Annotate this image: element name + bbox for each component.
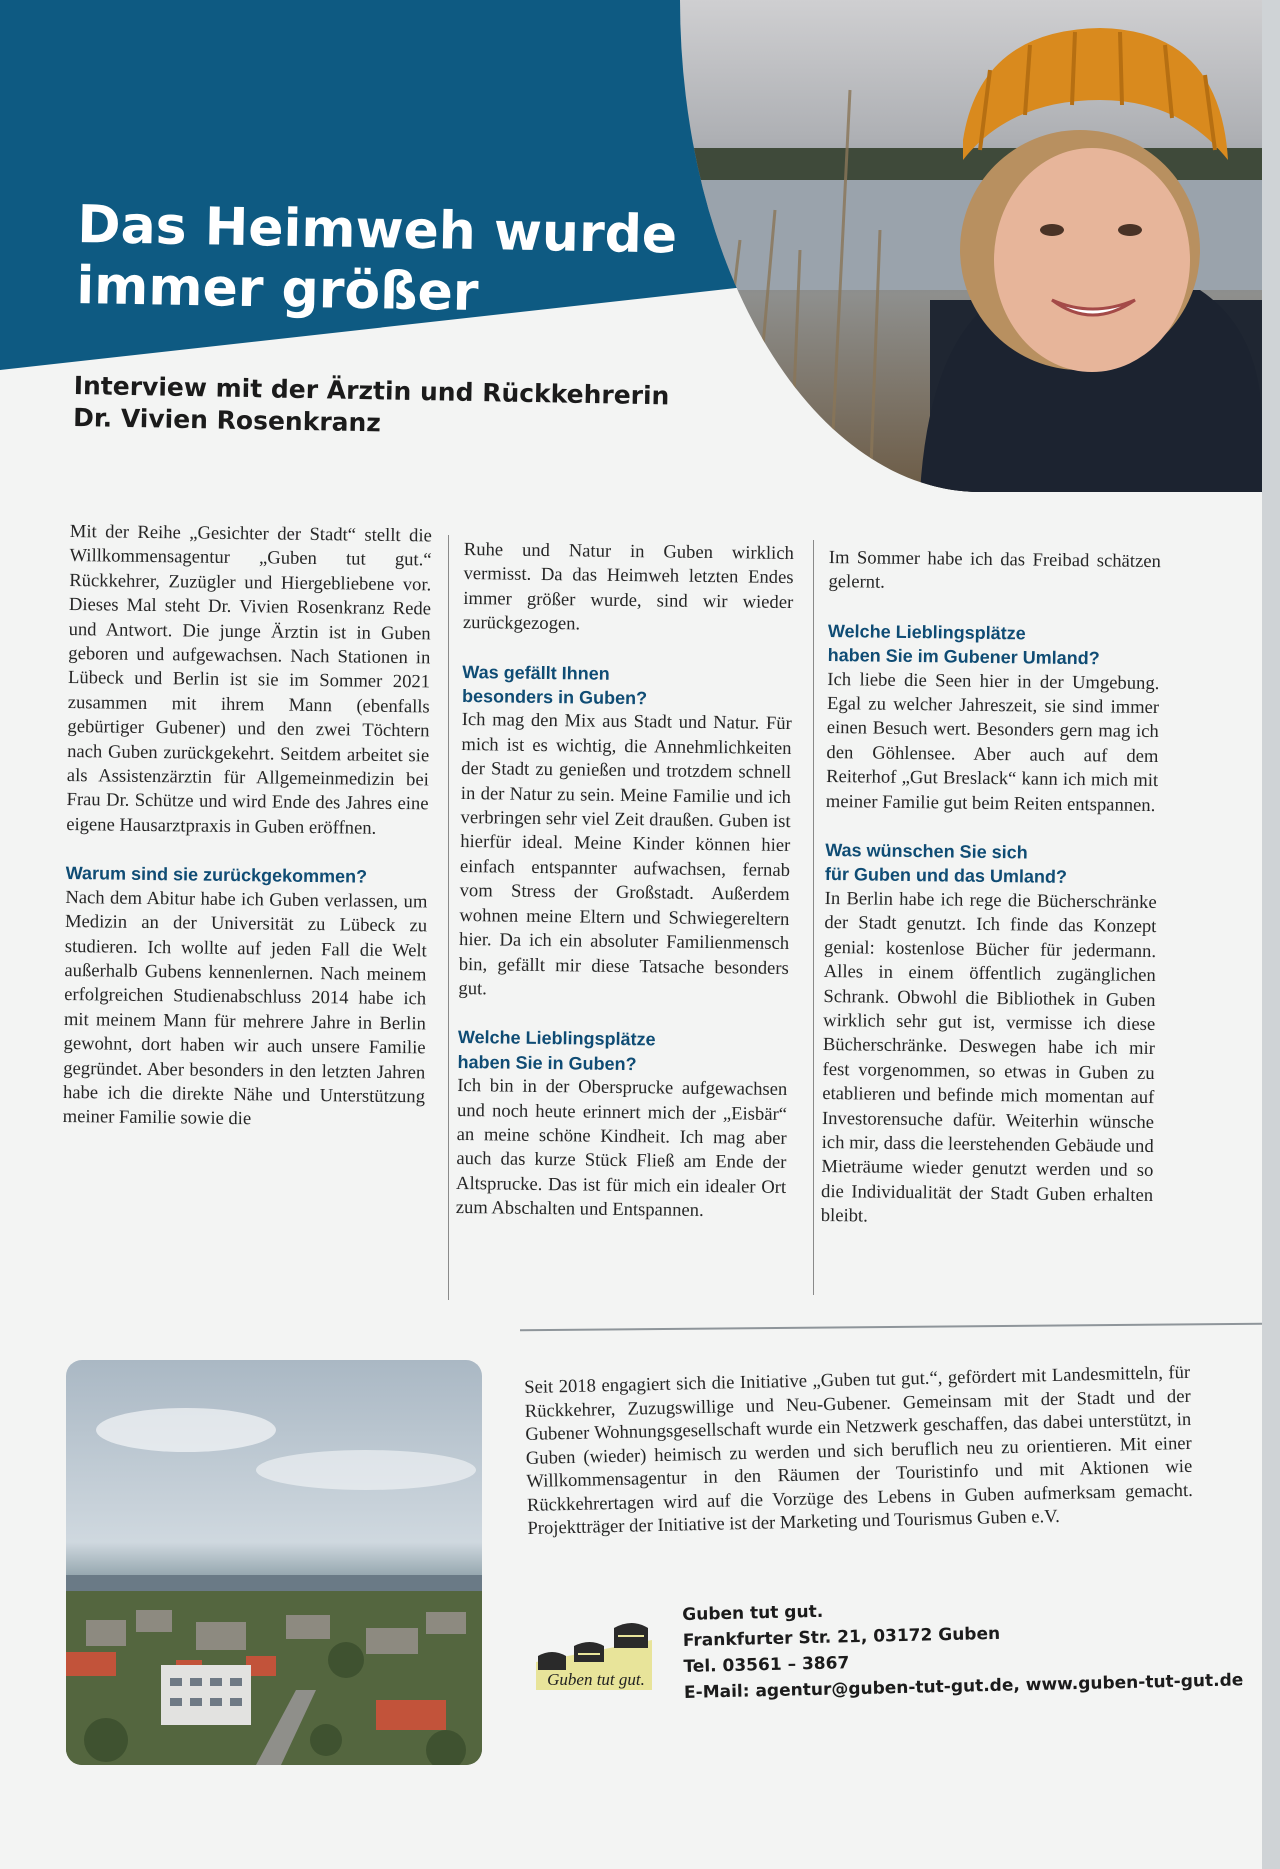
title-line-1: Das Heimweh wurde xyxy=(76,195,678,266)
answer-1-part-2: Ruhe und Natur in Guben wirklich vermisst. Da das Heimweh letzten Endes immer größer wurde, sind wir wieder zurückgezogen. xyxy=(462,538,794,635)
subtitle xyxy=(73,370,714,445)
question-5-line-1: Was wünschen Sie sich xyxy=(825,840,1028,863)
answer-4: Ich liebe die Seen hier in der Umgebung. Egal zu welcher Jahreszeit, sie sind immer einen Besuch wert. Besonders gern mag ich den Göhlensee. Aber auch auf dem Reiterhof „Gut Breslack“ kann ich mich mit meiner Familie gut beim Reiten entspannen. xyxy=(825,668,1160,816)
portrait-photo xyxy=(680,0,1262,492)
question-4 xyxy=(828,619,1161,672)
question-3-line-1: Welche Lieblingsplätze xyxy=(457,1027,656,1050)
page-title xyxy=(76,195,678,327)
email-website: E-Mail: agentur@guben-tut-gut.de, www.guben-tut-gut.de xyxy=(683,1670,1244,1703)
column-3 xyxy=(821,546,1161,1233)
subtitle-line-1: Interview mit der Ärztin und Rückkehrerin xyxy=(73,370,670,411)
question-2 xyxy=(462,660,793,713)
question-3 xyxy=(457,1025,788,1078)
question-4-line-1: Welche Lieblingsplätze xyxy=(827,620,1026,644)
guben-tut-gut-logo xyxy=(532,1600,656,1706)
column-2 xyxy=(456,538,794,1225)
question-3-line-2: haben Sie in Guben? xyxy=(457,1051,637,1074)
intro-paragraph: Mit der Reihe „Gesichter der Stadt“ stellt die Willkommensagentur „Guben tut gut.“ Rückkehrer, Zuzügler und Hiergebliebene vor. Dieses Mal steht Dr. Vivien Rosenkranz Rede und Antwort. Die junge Ärztin ist in Guben geboren und aufgewachsen. Nach Stationen in Lübeck und Berlin ist sie im Sommer 2021 zusammen mit ihrem Mann (ebenfalls gebürtiger Gubener) und den zwei Töchtern nach Guben zurückgekehrt. Seitdem arbeitet sie als Assistenzärztin für Allgemeinmedizin bei Frau Dr. Schütze und wird Ende des Jahres eine eigene Hausarztpraxis in Guben eröffnen. xyxy=(66,520,432,839)
question-2-line-1: Was gefällt Ihnen xyxy=(462,661,610,684)
city-aerial-photo xyxy=(66,1360,482,1765)
column-divider xyxy=(813,540,814,1295)
infobox-top-rule xyxy=(520,1323,1262,1331)
column-1 xyxy=(63,520,432,1134)
city-illustration xyxy=(66,1360,482,1765)
answer-2: Ich mag den Mix aus Stadt und Natur. Für mich ist es wichtig, die Annehmlichkeiten der Stadt zu genießen und trotzdem schnell in der Natur zu sein. Meine Familie und ich verbringen sehr viel Zeit draußen. Guben ist hierfür ideal. Meine Kinder können hier einfach entspannter aufwachsen, fernab vom Stress der Großstadt. Außerdem wohnen meine Eltern und Schwiegereltern hier. Da ich ein absoluter Familienmensch bin, gefällt mir diese Tatsache besonders gut. xyxy=(458,709,792,1000)
question-5-line-2: für Guben und das Umland? xyxy=(824,864,1068,888)
question-2-line-2: besonders in Guben? xyxy=(461,686,648,709)
title-line-2: immer größer xyxy=(75,255,479,323)
logo-label: Guben tut gut. xyxy=(547,1670,645,1689)
answer-3-part-2: Im Sommer habe ich das Freibad schätzen gelernt. xyxy=(828,546,1161,594)
answer-1-part-1: Nach dem Abitur habe ich Guben verlassen, um Medizin an der Universität zu Lübeck zu studieren. Ich wollte auf jeden Fall die Welt außerhalb Gubens kennenlernen. Nach meinem erfolgreichen Studienabschluss 2014 habe ich mit meinem Mann für mehrere Jahre in Berlin gewohnt, dort haben wir auch unsere Familie gegründet. Aber besonders in den letzten Jahren habe ich die direkte Nähe und Unterstützung meiner Familie sowie die xyxy=(62,886,428,1130)
org-name: Guben tut gut. xyxy=(682,1601,824,1625)
contact-block xyxy=(682,1590,1244,1706)
subtitle-line-2: Dr. Vivien Rosenkranz xyxy=(72,402,382,438)
column-divider xyxy=(448,535,449,1300)
infobox-text: Seit 2018 engagiert sich die Initiative „Guben tut gut.“, gefördert mit Landesmitteln, für Rückkehrer, Zuzugswillige und Neu-Gubener. Gemeinsam mit der Stadt und der Gubener Wohnungsgesellschaft wurde ein Netzwerk geschaffen, das dabei unterstützt, in Guben (wieder) heimisch zu werden und sich beruflich neu zu orientieren. Mit einer Willkommensagentur in den Räumen der Touristinfo und mit Aktionen wie Rückkehrertagen wird auf die Vorzüge des Lebens in Guben aufmerksam gemacht. Projektträger der Initiative ist der Marketing und Tourismus Guben e.V. xyxy=(524,1361,1193,1539)
question-5 xyxy=(825,838,1158,891)
phone: Tel. 03561 – 3867 xyxy=(683,1653,850,1677)
answer-5: In Berlin habe ich rege die Bücherschränke der Stadt genutzt. Ich finde das Konzept genial: kostenlose Bücher für jedermann. Alles in einem öffentlich zugänglichen Schrank. Obwohl die Bibliothek in Guben wirklich sehr gut ist, vermisse ich diese Bücherschränke. Deswegen habe ich mir fest vorgenommen, so etwas in Guben zu etablieren und befinde mich momentan auf Investorensuche dafür. Weiterhin wünsche ich mir, dass die leerstehenden Gebäude und Mieträume wieder genutzt werden und so die Individualität der Stadt Guben erhalten bleibt. xyxy=(820,887,1157,1227)
address: Frankfurter Str. 21, 03172 Guben xyxy=(682,1623,1001,1651)
answer-3-part-1: Ich bin in der Obersprucke aufgewachsen und noch heute erinnert mich der „Eisbär“ an meine schöne Kindheit. Ich mag aber auch das kurze Stück Fließ am Ende der Altsprucke. Das ist für mich ein idealer Ort zum Abschalten und Entspannen. xyxy=(455,1075,788,1222)
question-1: Warum sind sie zurückgekommen? xyxy=(65,863,368,887)
question-4-line-2: haben Sie im Gubener Umland? xyxy=(827,645,1100,669)
portrait-illustration xyxy=(680,0,1262,492)
